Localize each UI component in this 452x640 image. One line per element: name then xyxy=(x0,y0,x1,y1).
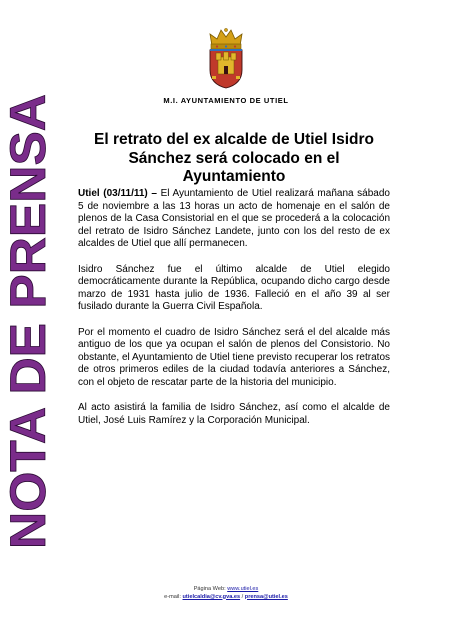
article-paragraph-4: Al acto asistirá la familia de Isidro Sánchez, así como el alcalde de Utiel, José Luis Ramírez y la Corporación Municipal. xyxy=(78,402,390,426)
article-paragraph-1 xyxy=(78,188,390,251)
footer-web-link[interactable]: www.utiel.es xyxy=(227,586,259,592)
article-title xyxy=(78,131,390,187)
footer-separator: / xyxy=(241,593,244,600)
article-dateline: Utiel (03/11/11) – xyxy=(78,188,157,199)
municipal-coat-of-arms-icon xyxy=(204,26,248,90)
organization-name: M.I. AYUNTAMIENTO DE UTIEL xyxy=(163,96,289,105)
footer-email-line xyxy=(0,594,452,602)
footer-email-label: e-mail: xyxy=(164,593,181,600)
article-title-line-2: Sánchez será colocado en el Ayuntamiento xyxy=(128,149,340,185)
footer-email-link-2[interactable]: prensa@utiel.es xyxy=(244,593,288,600)
article-body xyxy=(78,188,390,440)
article-title-line-1: El retrato del ex alcalde de Utiel Isidro xyxy=(94,131,374,148)
press-release-banner xyxy=(0,92,56,552)
footer-email-link-1[interactable]: utielcaldia@cv.gva.es xyxy=(182,593,241,600)
footer-web-label: Página Web: xyxy=(193,586,226,592)
article-paragraph-3: Por el momento el cuadro de Isidro Sánchez será el del alcalde más antiguo de los que ya ocupan el salón de plenos del Consistorio. No obstante, el Ayuntamiento de Utiel tiene previsto recuperar los retratos de otros primeros ediles de la ciudad todavía anteriores a Sánchez, con el objeto de rescatar parte de la historia del municipio. xyxy=(78,326,390,388)
press-release-banner-text: NOTA DE PRENSA xyxy=(0,107,56,549)
article-paragraph-2: Isidro Sánchez fue el último alcalde de Utiel elegido democráticamente durante la República, ocupando dicho cargo desde marzo de 1931 hasta julio de 1936. Falleció en el año 39 al ser fusilado durante la Guerra Civil Española. xyxy=(78,263,390,313)
footer xyxy=(0,586,452,601)
article-paragraph-1-text: El Ayuntamiento de Utiel realizará mañana sábado 5 de noviembre a las 13 horas un acto de homenaje en el salón de plenos de la Casa Consistorial en el que se procederá a la colocación del retrato de Isidro Sánchez Landete, junto con los del resto de ex alcaldes de Utiel que allí permanecen. xyxy=(78,188,390,250)
footer-web-line xyxy=(0,586,452,594)
